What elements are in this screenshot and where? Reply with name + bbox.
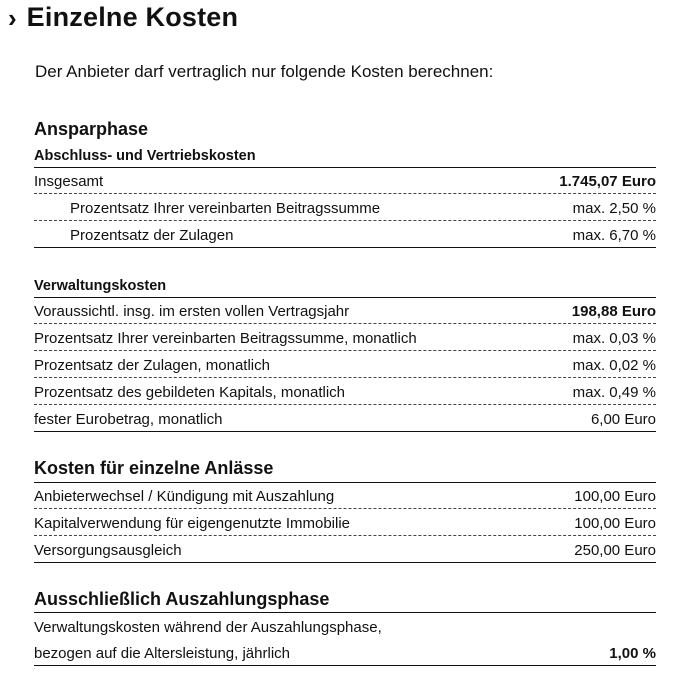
cost-label: Voraussichtl. insg. im ersten vollen Vertragsjahr <box>34 303 350 320</box>
cost-label: Verwaltungskosten während der Auszahlungsphase, <box>34 619 382 636</box>
cost-row-prozent-zulagen <box>34 221 656 248</box>
cost-value: 100,00 Euro <box>574 488 656 505</box>
subheading-verwaltungskosten: Verwaltungskosten <box>34 278 167 294</box>
title-row <box>8 2 238 33</box>
cost-row-auszahlung-line1 <box>34 612 656 639</box>
cost-value: max. 0,03 % <box>572 330 656 347</box>
cost-label: Prozentsatz Ihrer vereinbarten Beitragssumme <box>70 200 381 217</box>
section-heading-ansparphase: Ansparphase <box>34 119 149 139</box>
cost-row-insgesamt <box>34 167 656 194</box>
cost-value: 1.745,07 Euro <box>559 173 656 190</box>
cost-label: Versorgungsausgleich <box>34 542 182 559</box>
chevron-right-icon: › <box>8 2 17 33</box>
section-heading-anlaesse: Kosten für einzelne Anlässe <box>34 458 274 478</box>
cost-label: Prozentsatz der Zulagen, monatlich <box>34 357 270 374</box>
cost-label: Kapitalverwendung für eigengenutzte Immobilie <box>34 515 351 532</box>
cost-label: Prozentsatz Ihrer vereinbarten Beitragssumme, monatlich <box>34 330 417 347</box>
cost-row-verwaltung-eurobetrag <box>34 405 656 432</box>
intro-text: Der Anbieter darf vertraglich nur folgende Kosten berechnen: <box>35 62 494 81</box>
cost-value: max. 0,02 % <box>572 357 656 374</box>
cost-row-verwaltung-erstes-jahr <box>34 297 656 324</box>
cost-label: Prozentsatz des gebildeten Kapitals, monatlich <box>34 384 346 401</box>
cost-value: max. 0,49 % <box>572 384 656 401</box>
cost-label: fester Eurobetrag, monatlich <box>34 411 223 428</box>
cost-value: 100,00 Euro <box>574 515 656 532</box>
cost-value: 250,00 Euro <box>574 542 656 559</box>
cost-row-verwaltung-zulagen <box>34 351 656 378</box>
section-heading-auszahlungsphase: Ausschließlich Auszahlungsphase <box>34 589 330 609</box>
page-title: Einzelne Kosten <box>26 2 239 32</box>
cost-row-verwaltung-beitragssumme <box>34 324 656 351</box>
cost-label: Prozentsatz der Zulagen <box>70 227 234 244</box>
cost-row-verwaltung-kapital <box>34 378 656 405</box>
cost-value: max. 2,50 % <box>572 200 656 217</box>
cost-label: bezogen auf die Altersleistung, jährlich <box>34 645 290 662</box>
cost-row-prozent-beitragssumme <box>34 194 656 221</box>
cost-row-anbieterwechsel <box>34 482 656 509</box>
cost-row-versorgungsausgleich <box>34 536 656 563</box>
subheading-abschlusskosten: Abschluss- und Vertriebskosten <box>34 148 256 164</box>
cost-value: 1,00 % <box>609 645 656 662</box>
cost-label: Anbieterwechsel / Kündigung mit Auszahlung <box>34 488 335 505</box>
cost-value: 6,00 Euro <box>590 411 656 428</box>
cost-value: 198,88 Euro <box>571 303 656 320</box>
cost-label: Insgesamt <box>34 173 104 190</box>
cost-value: max. 6,70 % <box>572 227 656 244</box>
cost-row-auszahlung-line2 <box>34 639 656 666</box>
cost-row-kapitalverwendung <box>34 509 656 536</box>
